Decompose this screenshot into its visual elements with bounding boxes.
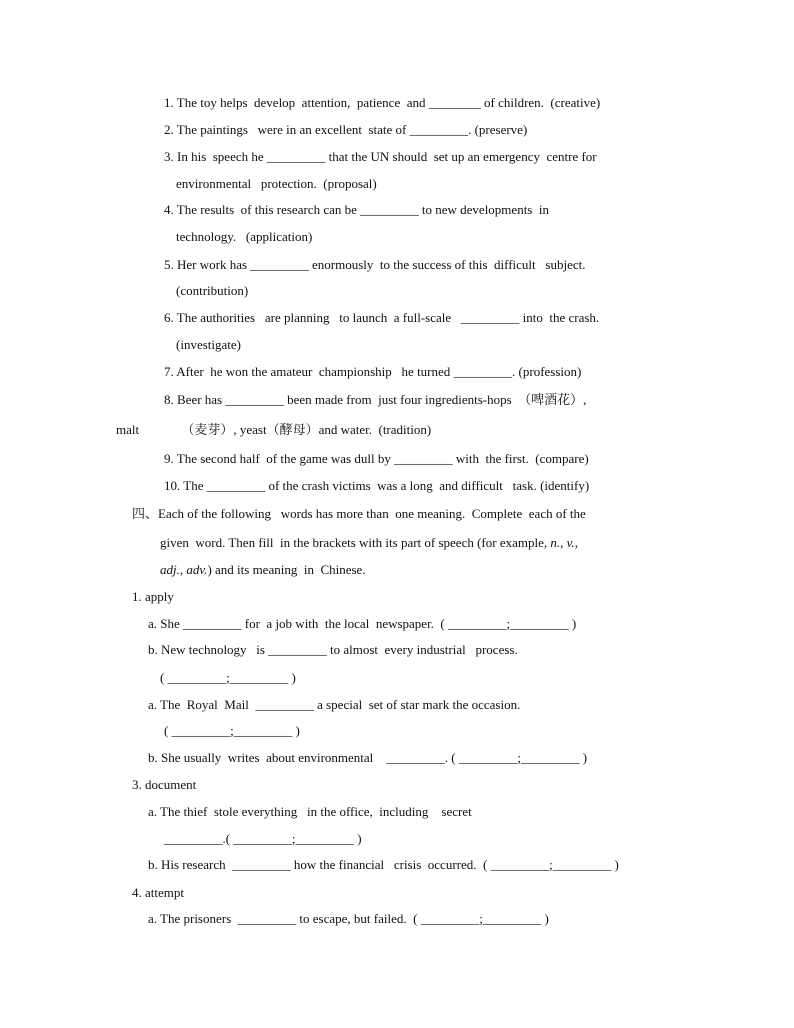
exercise-item-5-cont: (contribution) xyxy=(176,283,249,298)
instruction-sep: , xyxy=(179,562,187,577)
exercise-item-3-cont: environmental protection. (proposal) xyxy=(176,176,377,191)
instruction-sep: , xyxy=(574,535,578,550)
word-heading-attempt: 4. attempt xyxy=(132,885,184,900)
sentence-document-b: b. His research _________ how the financial crisis occurred. ( _________;_________ ) xyxy=(148,857,619,872)
section-four-instructions-line2 xyxy=(160,535,578,551)
exercise-item-9: 9. The second half of the game was dull by _________ with the first. (compare) xyxy=(164,451,589,466)
exercise-item-2: 2. The paintings were in an excellent state of _________. (preserve) xyxy=(164,122,528,137)
exercise-item-5: 5. Her work has _________ enormously to the success of this difficult subject. xyxy=(164,257,586,272)
section-four-instructions-line3 xyxy=(160,562,366,578)
exercise-item-7: 7. After he won the amateur championship he turned _________. (profession) xyxy=(164,364,582,379)
instruction-text: ) and its meaning in Chinese. xyxy=(207,562,366,577)
answer-document-a: _________.( _________;_________ ) xyxy=(164,831,362,846)
exercise-item-6-cont: (investigate) xyxy=(176,337,241,352)
sentence-attempt-a: a. The prisoners _________ to escape, but failed. ( _________;_________ ) xyxy=(148,911,549,926)
sentence-2-a: a. The Royal Mail _________ a special set of star mark the occasion. xyxy=(148,697,521,712)
instruction-sep: , xyxy=(560,535,567,550)
sentence-2-b: b. She usually writes about environmental _________. ( _________;_________ ) xyxy=(148,750,588,765)
pos-example-adjective: adj. xyxy=(160,562,180,577)
sentence-apply-b: b. New technology is _________ to almost every industrial process. xyxy=(148,642,518,657)
word-heading-apply: 1. apply xyxy=(132,589,174,604)
exercise-item-3: 3. In his speech he _________ that the UN should set up an emergency centre for xyxy=(164,149,597,164)
pos-example-adverb: adv. xyxy=(186,562,208,577)
word-heading-document: 3. document xyxy=(132,777,197,792)
sentence-apply-a: a. She _________ for a job with the local newspaper. ( _________;_________ ) xyxy=(148,616,577,631)
pos-example-verb: v. xyxy=(566,535,575,550)
answer-apply-b: ( _________;_________ ) xyxy=(160,670,296,685)
exercise-item-8: 8. Beer has _________ been made from just four ingredients-hops （啤酒花）, xyxy=(164,392,587,407)
exercise-item-4: 4. The results of this research can be _________ to new developments in xyxy=(164,202,549,217)
exercise-item-8-cont: malt （麦芽）, yeast（酵母）and water. (tradition) xyxy=(116,422,432,437)
sentence-document-a: a. The thief stole everything in the office, including secret xyxy=(148,804,472,819)
exercise-item-10: 10. The _________ of the crash victims was a long and difficult task. (identify) xyxy=(164,478,590,493)
pos-example-noun: n. xyxy=(550,535,561,550)
exercise-item-6: 6. The authorities are planning to launch a full-scale _________ into the crash. xyxy=(164,310,600,325)
instruction-text: given word. Then fill in the brackets with its part of speech (for example, xyxy=(160,535,551,550)
exercise-item-1: 1. The toy helps develop attention, patience and ________ of children. (creative) xyxy=(164,95,601,110)
exercise-item-4-cont: technology. (application) xyxy=(176,229,313,244)
section-four-instructions: 四、Each of the following words has more than one meaning. Complete each of the xyxy=(132,506,586,521)
answer-2-a: ( _________;_________ ) xyxy=(164,723,300,738)
